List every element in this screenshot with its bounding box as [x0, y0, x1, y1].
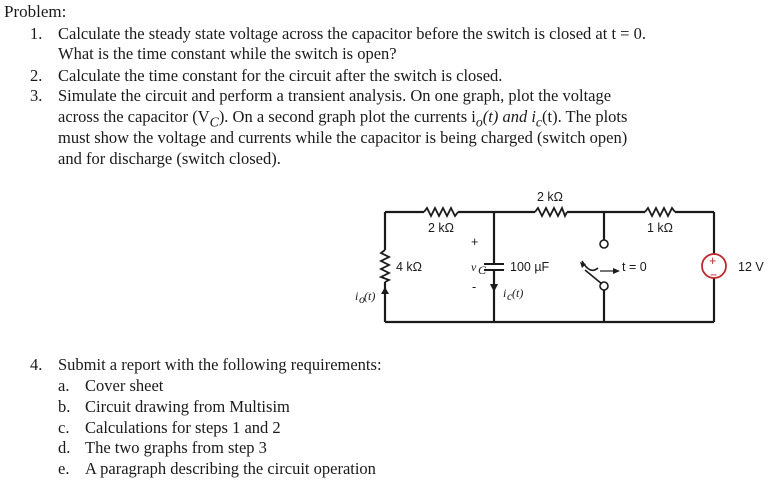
item-3-number: 3.	[30, 86, 43, 105]
cap-current-sub: c	[507, 289, 513, 303]
item-3-line-2-part-b: ). On a second graph plot the currents i	[218, 107, 476, 126]
item-2-line-1: Calculate the time constant for the circuit after the switch is closed.	[58, 66, 503, 85]
subitem-c-letter: c.	[58, 418, 70, 437]
label-r-2k-left: 2 kΩ	[428, 221, 455, 235]
cap-voltage-sub: C	[478, 263, 487, 277]
item-3-line-3: must show the voltage and currents while the capacitor is being charged (switch open)	[58, 128, 628, 147]
switch-label: t = 0	[622, 260, 647, 274]
io-label: i	[355, 289, 359, 303]
source-plus-sign: +	[709, 254, 717, 268]
subitem-e-text: A paragraph describing the circuit operation	[85, 459, 376, 478]
item-4-text: Submit a report with the following requirements:	[58, 355, 382, 374]
source-minus-sign: −	[710, 268, 718, 282]
item-3-line-4: and for discharge (switch closed).	[58, 149, 281, 168]
subitem-e-letter: e.	[58, 459, 70, 478]
item-1-line-1: Calculate the steady state voltage across the capacitor before the switch is closed at t = 0.	[58, 24, 646, 43]
label-capacitor: 100 µF	[510, 260, 550, 274]
item-3-line-1: Simulate the circuit and perform a transient analysis. On one graph, plot the voltage	[58, 86, 612, 105]
resistor-4k-vertical	[381, 250, 389, 282]
label-r-2k-top: 2 kΩ	[537, 190, 564, 204]
cap-current-label: i	[503, 286, 507, 300]
ic-subscript: c	[535, 114, 543, 130]
item-3-line-2-part-d: (t). The plots	[542, 107, 628, 126]
subitem-d-text: The two graphs from step 3	[85, 438, 267, 457]
cap-minus-sign: -	[472, 280, 477, 294]
item-1-number: 1.	[30, 24, 43, 43]
problem-heading: Problem:	[4, 2, 67, 21]
vc-subscript: C	[209, 114, 219, 130]
resistor-2k-left	[424, 208, 458, 216]
item-3-line-2-part-c: (t) and i	[482, 107, 536, 126]
cap-current-t: (t)	[512, 286, 524, 300]
item-4-number: 4.	[30, 355, 43, 374]
resistor-1k-right	[645, 208, 675, 216]
item-2-number: 2.	[30, 66, 43, 85]
subitem-d-letter: d.	[58, 438, 71, 457]
subitem-b-letter: b.	[58, 397, 71, 416]
subitem-c-text: Calculations for steps 1 and 2	[85, 418, 281, 437]
cap-plus-sign: +	[471, 235, 479, 249]
ic-arrowhead	[490, 284, 498, 292]
switch-blade	[585, 270, 602, 284]
switch-terminal-top	[600, 240, 608, 248]
io-arrowhead	[381, 287, 389, 294]
subitem-a-letter: a.	[58, 376, 70, 395]
switch-arc	[582, 261, 598, 270]
io-sub: o	[359, 292, 365, 306]
subitem-b-text: Circuit drawing from Multisim	[85, 397, 290, 416]
io-t: (t)	[364, 289, 376, 303]
source-voltage-label: 12 V	[738, 260, 764, 274]
switch-arrowhead-right	[613, 268, 620, 274]
label-r-1k-right: 1 kΩ	[647, 221, 674, 235]
item-1-line-2: What is the time constant while the switch is open?	[58, 44, 397, 63]
label-r-4k: 4 kΩ	[396, 260, 423, 274]
item-3-line-2-part-a: across the capacitor (V	[58, 107, 210, 126]
resistor-2k-top	[535, 208, 567, 216]
subitem-a-text: Cover sheet	[85, 376, 164, 395]
cap-voltage-var: v	[471, 260, 477, 274]
io-subscript: o	[475, 114, 483, 130]
